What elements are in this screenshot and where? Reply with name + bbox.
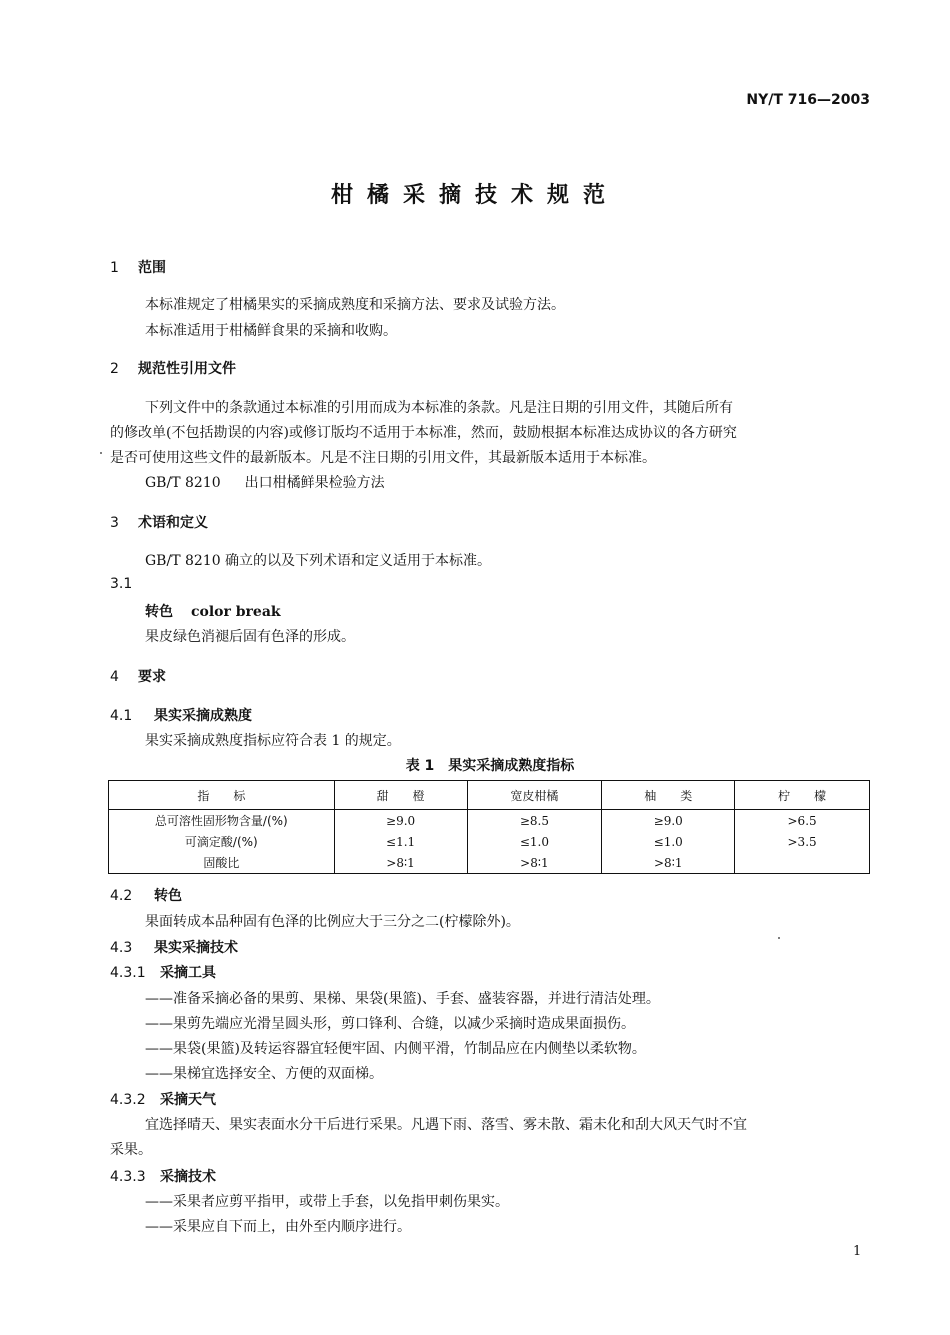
- paragraph: 果实采摘成熟度指标应符合表 1 的规定。: [145, 733, 401, 749]
- table-cell: >6.5: [735, 810, 870, 832]
- section-title: 果实采摘技术: [154, 940, 238, 956]
- section-number: 4.3: [110, 940, 133, 956]
- section-4-3-1-heading: [110, 962, 216, 982]
- scan-speck: [778, 937, 780, 939]
- section-title: 转色: [154, 888, 182, 904]
- row-label: 总可溶性固形物含量/(%): [109, 810, 335, 832]
- maturity-index-table: [108, 780, 870, 874]
- section-3-heading: [110, 512, 208, 532]
- table-row: [109, 810, 870, 832]
- section-number: 4.3.1: [110, 965, 146, 981]
- table-caption: 表 1 果实采摘成熟度指标: [405, 758, 575, 774]
- section-title: 要求: [138, 669, 166, 685]
- section-number: 2: [110, 361, 119, 377]
- standard-number: NY/T 716—2003: [746, 92, 870, 108]
- reference-code: GB/T 8210: [145, 475, 221, 491]
- table-cell: ≤1.0: [467, 831, 602, 852]
- paragraph-line: 采果。: [110, 1142, 152, 1158]
- section-number: 4: [110, 669, 119, 685]
- table-cell: ≤1.1: [334, 831, 467, 852]
- table-cell: >8∶1: [334, 852, 467, 874]
- paragraph: 果面转成本品种固有色泽的比例应大于三分之二(柠檬除外)。: [145, 914, 520, 930]
- paragraph-line: 的修改单(不包括勘误的内容)或修订版均不适用于本标准，然而，鼓励根据本标准达成协议的各方研究: [110, 425, 737, 441]
- column-header: 柠 檬: [735, 781, 870, 810]
- list-item: ——果剪先端应光滑呈圆头形，剪口锋利、合缝，以减少采摘时造成果面损伤。: [145, 1016, 635, 1032]
- list-item: ——果袋(果篮)及转运容器宜轻便牢固、内侧平滑，竹制品应在内侧垫以柔软物。: [145, 1041, 646, 1057]
- section-4-1-heading: [110, 705, 252, 725]
- paragraph: 本标准适用于柑橘鲜食果的采摘和收购。: [145, 323, 397, 339]
- section-2-heading: [110, 358, 236, 378]
- section-number: 4.3.2: [110, 1092, 146, 1108]
- section-4-3-3-heading: [110, 1166, 216, 1186]
- paragraph: GB/T 8210 确立的以及下列术语和定义适用于本标准。: [145, 553, 492, 569]
- list-item: ——采果应自下而上，由外至内顺序进行。: [145, 1219, 411, 1235]
- section-4-heading: [110, 666, 166, 686]
- paragraph-line: 是否可使用这些文件的最新版本。凡是不注日期的引用文件，其最新版本适用于本标准。: [110, 450, 656, 466]
- term-english: color break: [191, 604, 281, 620]
- list-item: ——采果者应剪平指甲，或带上手套，以免指甲刺伤果实。: [145, 1194, 509, 1210]
- section-4-3-heading: [110, 937, 238, 957]
- section-title: 果实采摘成熟度: [154, 708, 252, 724]
- term-entry: [145, 601, 281, 621]
- document-title: 柑橘采摘技术规范: [330, 183, 619, 208]
- page-number: 1: [853, 1244, 862, 1259]
- term-chinese: 转色: [145, 604, 173, 620]
- section-1-heading: [110, 257, 166, 277]
- reference-entry: [145, 472, 385, 492]
- row-label: 固酸比: [109, 852, 335, 874]
- section-4-3-2-heading: [110, 1089, 216, 1109]
- section-number: 4.3.3: [110, 1169, 146, 1185]
- table-cell: >3.5: [735, 831, 870, 852]
- table-cell: ≥9.0: [334, 810, 467, 832]
- table-header-row: [109, 781, 870, 810]
- section-title: 采摘技术: [160, 1169, 216, 1185]
- column-header: 甜 橙: [334, 781, 467, 810]
- section-number: 4.2: [110, 888, 133, 904]
- paragraph: 本标准规定了柑橘果实的采摘成熟度和采摘方法、要求及试验方法。: [145, 297, 565, 313]
- subsection-number: 3.1: [110, 576, 133, 592]
- row-label: 可滴定酸/(%): [109, 831, 335, 852]
- section-number: 3: [110, 515, 119, 531]
- column-header: 柚 类: [602, 781, 735, 810]
- section-title: 采摘工具: [160, 965, 216, 981]
- table-cell: >8∶1: [467, 852, 602, 874]
- column-header: 指 标: [109, 781, 335, 810]
- term-definition: 果皮绿色消褪后固有色泽的形成。: [145, 629, 355, 645]
- table-row: [109, 831, 870, 852]
- reference-title: 出口柑橘鲜果检验方法: [244, 475, 385, 491]
- table-cell: ≤1.0: [602, 831, 735, 852]
- table-cell: ≥8.5: [467, 810, 602, 832]
- paragraph-line: 宜选择晴天、果实表面水分干后进行采果。凡遇下雨、落雪、雾未散、霜未化和刮大风天气时不宜: [145, 1117, 747, 1133]
- table-row: [109, 852, 870, 874]
- scan-speck: [100, 452, 102, 454]
- column-header: 宽皮柑橘: [467, 781, 602, 810]
- list-item: ——准备采摘必备的果剪、果梯、果袋(果篮)、手套、盛装容器，并进行清洁处理。: [145, 991, 660, 1007]
- section-title: 规范性引用文件: [138, 361, 236, 377]
- table-cell: >8∶1: [602, 852, 735, 874]
- section-number: 4.1: [110, 708, 133, 724]
- section-title: 术语和定义: [138, 515, 208, 531]
- section-number: 1: [110, 260, 119, 276]
- list-item: ——果梯宜选择安全、方便的双面梯。: [145, 1066, 383, 1082]
- table-cell: ≥9.0: [602, 810, 735, 832]
- section-4-2-heading: [110, 885, 182, 905]
- table-cell: [735, 852, 870, 874]
- section-title: 采摘天气: [160, 1092, 216, 1108]
- section-title: 范围: [138, 260, 166, 276]
- paragraph-line: 下列文件中的条款通过本标准的引用而成为本标准的条款。凡是注日期的引用文件，其随后所有: [145, 400, 733, 416]
